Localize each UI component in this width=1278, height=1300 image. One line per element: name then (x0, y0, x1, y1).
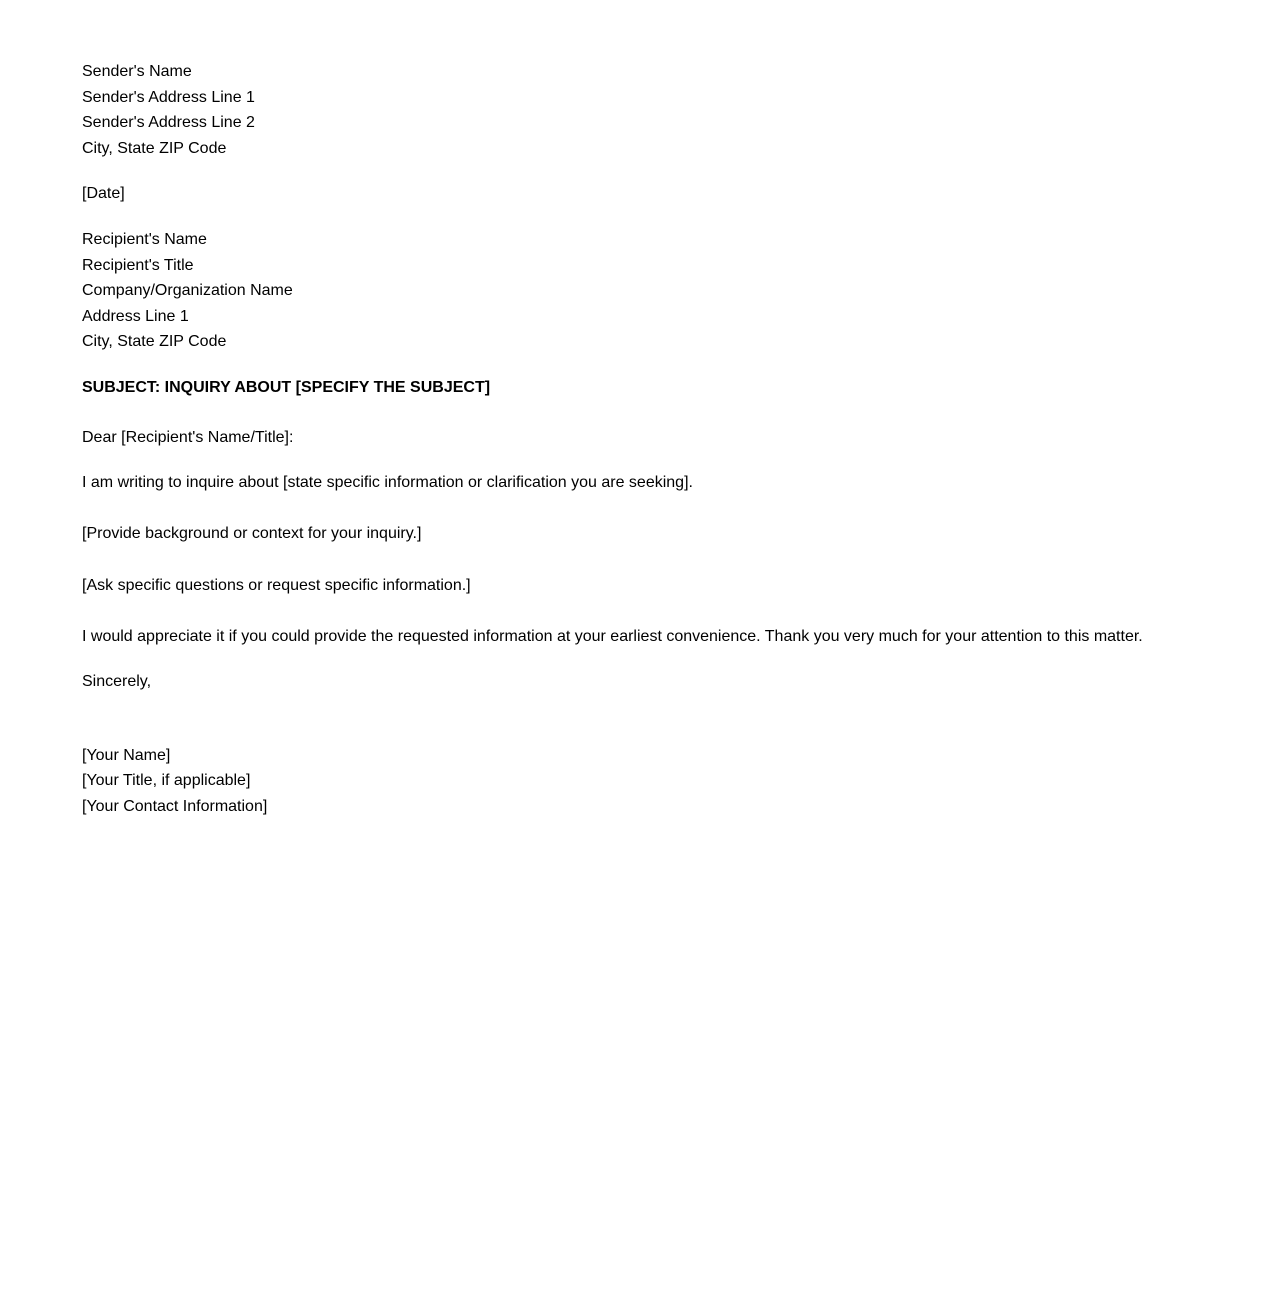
subject-line: SUBJECT: INQUIRY ABOUT [SPECIFY THE SUBJECT] (82, 379, 491, 396)
sender-address-1: Sender's Address Line 1 (82, 89, 255, 106)
signature-name: [Your Name] (82, 747, 171, 764)
body-paragraph: [Provide background or context for your inquiry.] (82, 525, 422, 542)
sender-address-2: Sender's Address Line 2 (82, 114, 255, 131)
recipient-city: City, State ZIP Code (82, 333, 227, 350)
recipient-company: Company/Organization Name (82, 282, 293, 299)
body-paragraph: I would appreciate it if you could provide the requested information at your earliest convenience. Thank you very much for your attention to this matter. (82, 628, 1143, 645)
sender-city: City, State ZIP Code (82, 140, 227, 157)
recipient-name: Recipient's Name (82, 231, 207, 248)
body-paragraph: [Ask specific questions or request specific information.] (82, 577, 471, 594)
salutation: Dear [Recipient's Name/Title]: (82, 429, 294, 446)
closing: Sincerely, (82, 673, 152, 690)
recipient-address-1: Address Line 1 (82, 308, 189, 325)
recipient-title: Recipient's Title (82, 257, 194, 274)
signature-title: [Your Title, if applicable] (82, 772, 251, 789)
sender-name: Sender's Name (82, 63, 192, 80)
date: [Date] (82, 185, 125, 202)
body-paragraph: I am writing to inquire about [state specific information or clarification you are seeking]. (82, 474, 693, 491)
signature-contact: [Your Contact Information] (82, 798, 268, 815)
